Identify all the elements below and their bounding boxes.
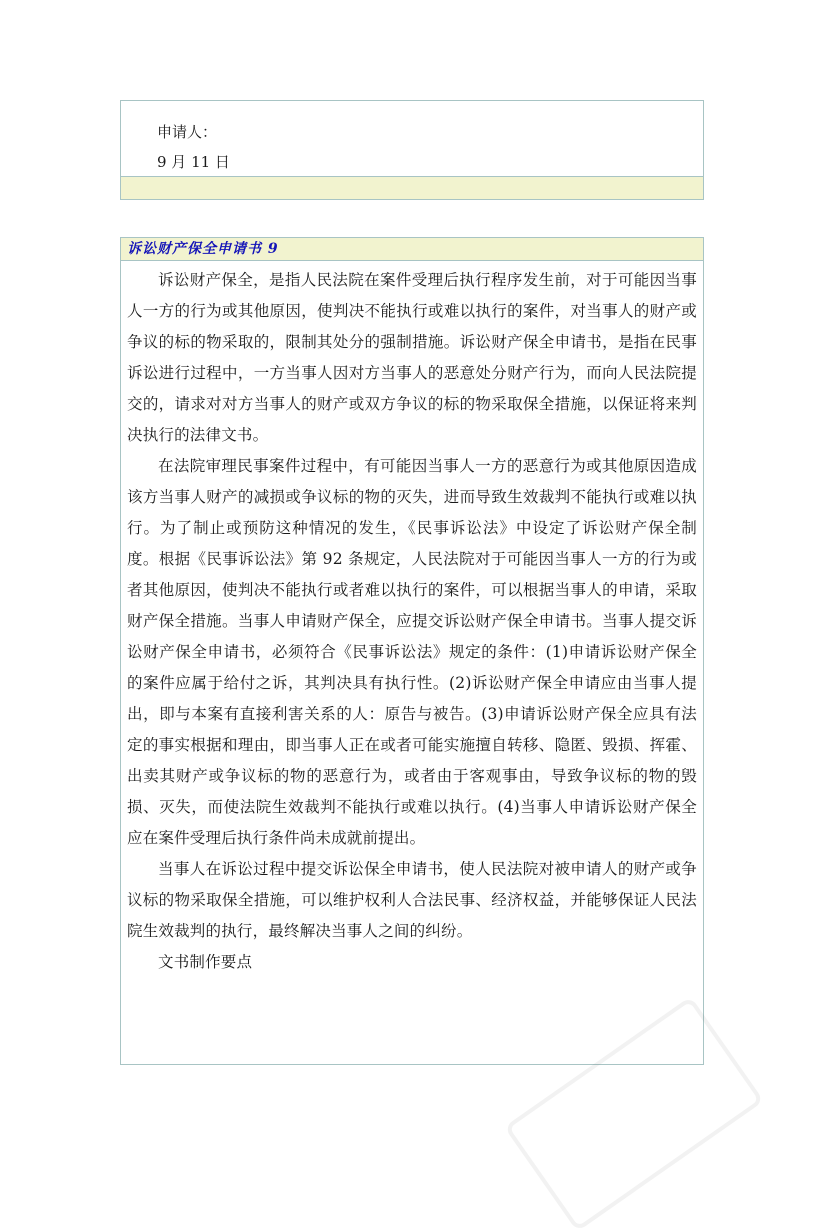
date-line: 9 月 11 日	[157, 153, 230, 171]
paragraph-1: 诉讼财产保全，是指人民法院在案件受理后执行程序发生前，对于可能因当事人一方的行为或其他原因，使判决不能执行或难以执行的案件，对当事人的财产或争议的标的物采取的，限制其处分的强制措施。诉讼财产保全申请书，是指在民事诉讼进行过程中，一方当事人因对方当事人的恶意处分财产行为，而向人民法院提交的，请求对对方当事人的财产或双方争议的标的物采取保全措施，以保证将来判决执行的法律文书。	[127, 271, 697, 444]
signature-box	[120, 100, 704, 200]
paragraph-2: 在法院审理民事案件过程中，有可能因当事人一方的恶意行为或其他原因造成该方当事人财产的减损或争议标的物的灭失，进而导致生效裁判不能执行或难以执行。为了制止或预防这种情况的发生，《民事诉讼法》中设定了诉讼财产保全制度。根据《民事诉讼法》第 92 条规定，人民法院对于可能因当事人一方的行为或者其他原因，使判决不能执行或者难以执行的案件，可以根据当事人的申请，采取财产保全措施。当事人申请财产保全，应提交诉讼财产保全申请书。当事人提交诉讼财产保全申请书，必须符合《民事诉讼法》规定的条件：(1)申请诉讼财产保全的案件应属于给付之诉，其判决具有执行性。(2)诉讼财产保全申请应由当事人提出，即与本案有直接利害关系的人：原告与被告。(3)申请诉讼财产保全应具有法定的事实根据和理由，即当事人正在或者可能实施擅自转移、隐匿、毁损、挥霍、出卖其财产或争议标的物的恶意行为，或者由于客观事由，导致争议标的物的毁损、灭失，而使法院生效裁判不能执行或难以执行。(4)当事人申请诉讼财产保全应在案件受理后执行条件尚未成就前提出。	[127, 457, 697, 847]
article-box	[120, 237, 704, 1065]
applicant-label: 申请人：	[157, 123, 218, 141]
paragraph-3: 当事人在诉讼过程中提交诉讼保全申请书，使人民法院对被申请人的财产或争议标的物采取保全措施，可以维护权利人合法民事、经济权益，并能够保证人民法院生效裁判的执行，最终解决当事人之间的纠纷。	[127, 860, 697, 940]
box-footer-band	[121, 176, 703, 199]
article-content	[121, 261, 703, 978]
article-title: 诉讼财产保全申请书 9	[121, 238, 703, 261]
paragraph-4: 文书制作要点	[158, 953, 253, 971]
signature-body	[121, 101, 703, 177]
